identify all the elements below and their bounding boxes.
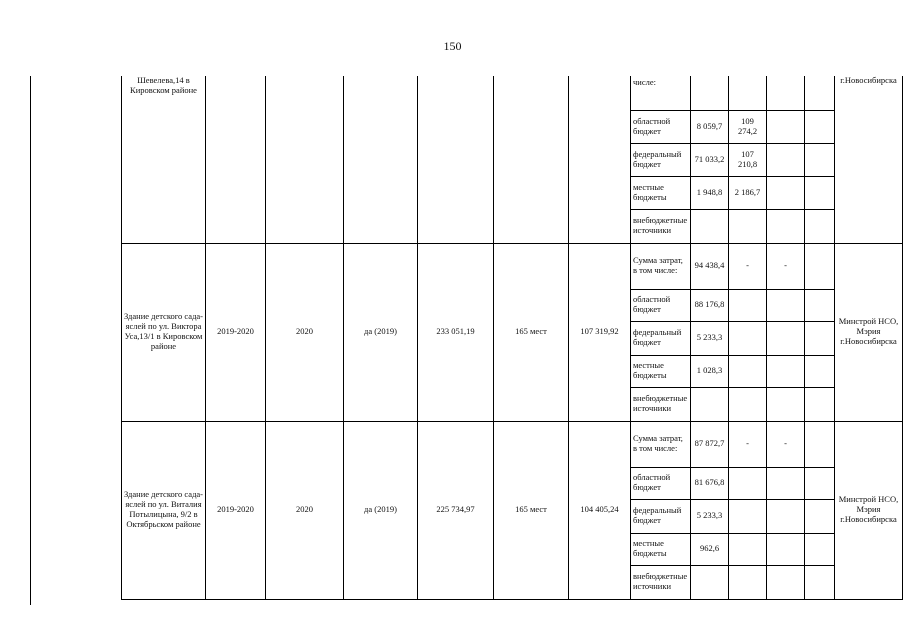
page-number: 150 <box>443 39 462 53</box>
object-name: Шевелева,14 в Кировском районе <box>122 76 206 243</box>
source-label: местные бюджеты <box>631 176 691 209</box>
table-row: Здание детского сада-яслей по ул. Виталия Потылицына, 9/2 в Октябрьском районе 2019-2020 2020 да (2019) 225 734,97 165 мест 104 405,24 Сумма затрат, в том числе: 87 872,7 - - Минстрой НСО, Мэрия г.Новосибирска <box>122 421 903 467</box>
table-row: федеральный бюджет 5 233,3 <box>122 321 903 355</box>
year: 2020 <box>266 421 344 599</box>
responsible: Минстрой НСО, Мэрия г.Новосибирска <box>835 421 903 599</box>
responsible: Минстрой НСО, Мэрия г.Новосибирска <box>835 243 903 421</box>
source-label: областной бюджет <box>631 289 691 321</box>
source-label: областной бюджет <box>631 110 691 143</box>
flag: да (2019) <box>344 243 418 421</box>
amount: 107 319,92 <box>569 243 631 421</box>
table-row <box>122 76 903 110</box>
source-label: Сумма затрат, в том числе: <box>631 421 691 467</box>
table-row: местные бюджеты 1 028,3 <box>122 355 903 387</box>
source-label: внебюджетные источники <box>631 209 691 243</box>
cost: 225 734,97 <box>418 421 494 599</box>
source-label: областной бюджет <box>631 467 691 499</box>
source-label: местные бюджеты <box>631 533 691 565</box>
source-label: федеральный бюджет <box>631 143 691 176</box>
object-name: Здание детского сада-яслей по ул. Виталия Потылицына, 9/2 в Октябрьском районе <box>122 421 206 599</box>
table-row: федеральный бюджет 71 033,2 107 210,8 <box>122 143 903 176</box>
source-label: внебюджетные источники <box>631 565 691 599</box>
cost: 233 051,19 <box>418 243 494 421</box>
source-label: федеральный бюджет <box>631 499 691 533</box>
amount: 104 405,24 <box>569 421 631 599</box>
source-label: числе: <box>631 76 691 110</box>
left-margin-rule <box>30 76 31 605</box>
table-row: областной бюджет 8 059,7 109 274,2 <box>122 110 903 143</box>
source-label: местные бюджеты <box>631 355 691 387</box>
source-label: федеральный бюджет <box>631 321 691 355</box>
table-row: местные бюджеты 1 948,8 2 186,7 <box>122 176 903 209</box>
period: 2019-2020 <box>206 243 266 421</box>
flag: да (2019) <box>344 421 418 599</box>
table-row: Здание детского сада-яслей по ул. Виктора Уса,13/1 в Кировском районе 2019-2020 2020 да (2019) 233 051,19 165 мест 107 319,92 Сумма затрат, в том числе: 94 438,4 - - Минстрой НСО, Мэрия г.Новосибирска <box>122 243 903 289</box>
year: 2020 <box>266 243 344 421</box>
table-row: местные бюджеты 962,6 <box>122 533 903 565</box>
period: 2019-2020 <box>206 421 266 599</box>
object-name: Здание детского сада-яслей по ул. Виктора Уса,13/1 в Кировском районе <box>122 243 206 421</box>
source-label: Сумма затрат, в том числе: <box>631 243 691 289</box>
capacity: 165 мест <box>494 243 569 421</box>
capacity: 165 мест <box>494 421 569 599</box>
investment-table <box>121 76 903 600</box>
responsible: г.Новосибирска <box>835 76 903 243</box>
table-row: областной бюджет 88 176,8 <box>122 289 903 321</box>
table-row: федеральный бюджет 5 233,3 <box>122 499 903 533</box>
table-row: областной бюджет 81 676,8 <box>122 467 903 499</box>
source-label: внебюджетные источники <box>631 387 691 421</box>
